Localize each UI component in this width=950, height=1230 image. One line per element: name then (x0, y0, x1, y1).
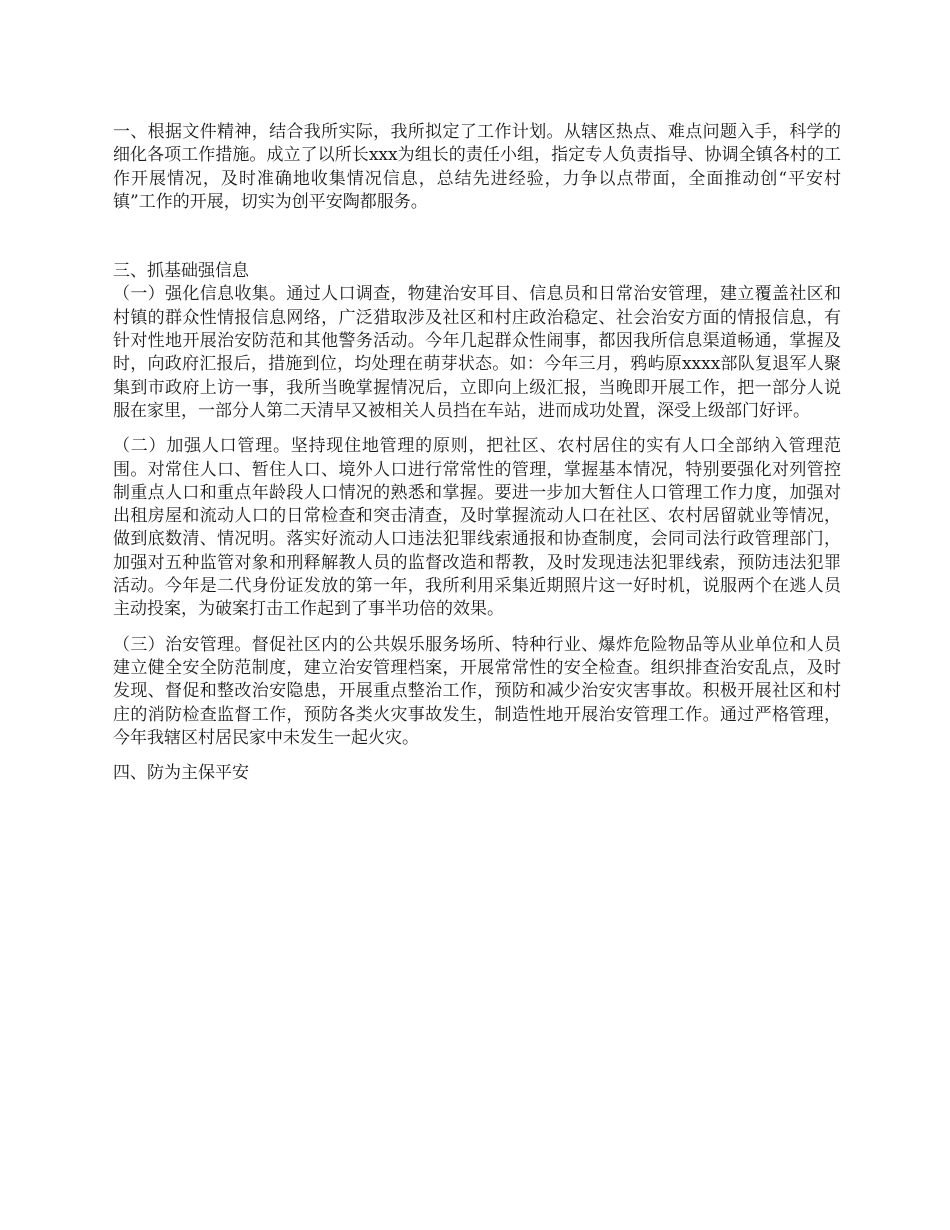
heading-section-three: 三、抓基础强信息 (113, 261, 249, 282)
paragraph-work-plan: 一、根据文件精神，结合我所实际，我所拟定了工作计划。从辖区热点、难点问题入手，科学的细化各项工作措施。成立了以所长xxx为组长的责任小组，指定专人负责指导、协调全镇各村的工作开展情况，及时准确地收集情况信息，总结先进经验，力争以点带面，全面推动创“平安村镇”工作的开展，切实为创平安陶都服务。 (113, 122, 841, 212)
heading-section-four: 四、防为主保平安 (113, 763, 249, 784)
paragraph-population-management: （二）加强人口管理。坚持现住地管理的原则，把社区、农村居住的实有人口全部纳入管理范围。对常住人口、暂住人口、境外人口进行常常性的管理，掌握基本情况，特别要强化对列管控制重点人口和重点年龄段人口情况的熟悉和掌握。要进一步加大暂住人口管理工作力度，加强对出租房屋和流动人口的日常检查和突击清查，及时掌握流动人口在社区、农村居留就业等情况，做到底数清、情况明。落实好流动人口违法犯罪线索通报和协查制度，会同司法行政管理部门，加强对五种监管对象和刑释解教人员的监督改造和帮教，及时发现违法犯罪线索，预防违法犯罪活动。今年是二代身份证发放的第一年，我所利用采集近期照片这一好时机，说服两个在逃人员主动投案，为破案打击工作起到了事半功倍的效果。 (113, 436, 841, 620)
paragraph-security-management: （三）治安管理。督促社区内的公共娱乐服务场所、特种行业、爆炸危险物品等从业单位和人员建立健全安全防范制度，建立治安管理档案，开展常常性的安全检查。组织排查治安乱点，及时发现、督促和整改治安隐患，开展重点整治工作，预防和减少治安灾害事故。积极开展社区和村庄的消防检查监督工作，预防各类火灾事故发生，制造性地开展治安管理工作。通过严格管理，今年我辖区村居民家中未发生一起火灾。 (113, 634, 841, 748)
paragraph-info-collection: （一）强化信息收集。通过人口调查，物建治安耳目、信息员和日常治安管理，建立覆盖社区和村镇的群众性情报信息网络，广泛猎取涉及社区和村庄政治稳定、社会治安方面的情报信息，有针对性地开展治安防范和其他警务活动。今年几起群众性闹事，都因我所信息渠道畅通，掌握及时，向政府汇报后，措施到位，均处理在萌芽状态。如：今年三月，鸦屿原xxxx部队复退军人聚集到市政府上访一事，我所当晚掌握情况后，立即向上级汇报，当晚即开展工作，把一部分人说服在家里，一部分人第二天清早又被相关人员挡在车站，进而成功处置，深受上级部门好评。 (113, 284, 841, 421)
document-body (113, 121, 841, 785)
